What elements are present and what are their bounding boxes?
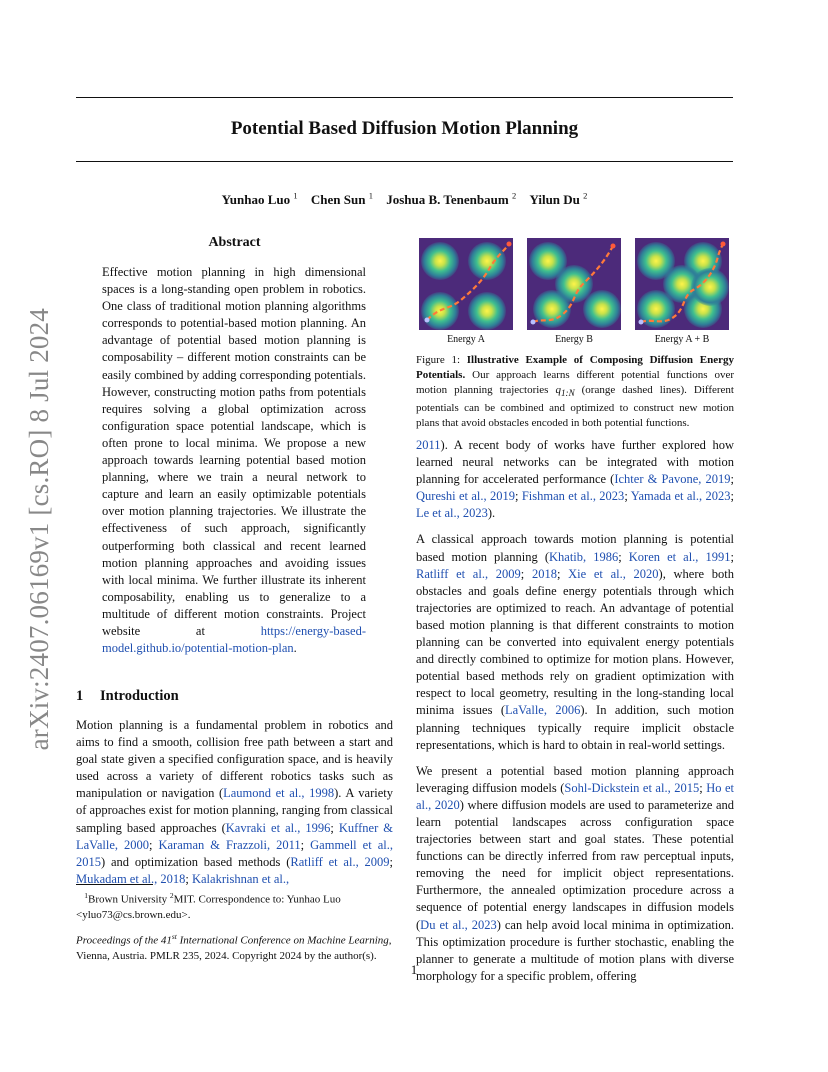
start-marker: [531, 320, 536, 325]
citation[interactable]: Laumond et al., 1998: [223, 786, 335, 801]
author: Chen Sun $^1$: [310, 191, 373, 208]
citation[interactable]: Le et al., 2023: [416, 506, 488, 521]
abstract-heading: Abstract: [208, 235, 261, 250]
citation[interactable]: Sohl-Dickstein et al., 2015: [564, 780, 700, 795]
page-number: 1: [410, 962, 418, 977]
citation[interactable]: Du et al., 2023: [420, 917, 497, 932]
trajectory-path: [641, 244, 723, 322]
trajectory-ab: [635, 238, 729, 330]
footnote-proceedings: Proceedings of the 41st International Conference on Machine Learning, Vienna, Austria. PMLR 235, 2024. Copyright 2024 by the author(s).: [76, 932, 392, 962]
panel-label: Energy B: [555, 334, 593, 345]
citation[interactable]: 2018: [531, 566, 557, 581]
citation[interactable]: Qureshi et al., 2019: [416, 489, 515, 504]
citation[interactable]: 2011: [416, 438, 441, 452]
citation[interactable]: Karaman & Frazzoli, 2011: [158, 837, 301, 852]
abstract-text: Effective motion planning in high dimensional spaces is a long-standing open problem in robotics. One class of traditional motion planning algorithms corresponds to potential-based motion planning. An advantage of potential based motion planning is composability – different motion constraints can be easily combined by adding corresponding potentials. However, constructing motion paths from potentials requires solving a global optimization across configuration space potential landscape, which is often prone to local minima. We propose a new approach towards learning potential based motion planning, where we train a neural network to capture and learn an easily optimizable potentials over motion planning trajectories. We illustrate the effectiveness of such approach, significantly outperforming both classical and recent learned motion planning approaches and avoiding issues with local minima. We further illustrate its inherent composability, enabling us to generalize to a multitude of different motion constraints. Project website at https://energy-based-model.github.io/potential-motion-plan.: [102, 265, 366, 656]
energy-b-panel: [527, 238, 621, 330]
start-marker: [639, 320, 644, 325]
panel-label: Energy A: [447, 334, 485, 345]
citation[interactable]: Ratliff et al., 2009: [416, 566, 521, 581]
author: Yunhao Luo $^1$: [221, 191, 298, 208]
section-heading-introduction: 1 Introduction: [76, 688, 179, 704]
citation[interactable]: Kavraki et al., 1996: [225, 820, 331, 835]
intro-column: [76, 717, 393, 888]
body-paragraph: A classical approach towards motion planning is potential based motion planning (Khatib, 1986; Koren et al., 1991; Ratliff et al., 2009; 2018; Xie et al., 2020), where both obstacles and goals define energy potentials through which trajectories are optimized to reach. An advantage of potential based motion planning is that different constraints to motion planning can be converted into equivalent energy potentials and directly combined to optimize for motion plans. However, potential based methods rely on gradient optimization with respect to local geometry, resulting in the long-standing local minima issues (LaValle, 2006). In addition, such motion planning techniques typically require implicit obstacle representations, which is hard to obtain in real-world settings.: [416, 532, 735, 752]
trajectory-path: [533, 246, 613, 322]
citation[interactable]: Mukadam et al., 2018: [76, 871, 186, 886]
citation[interactable]: LaValle, 2006: [504, 703, 581, 718]
paper-title: Potential Based Diffusion Motion Planning: [230, 118, 579, 139]
citation[interactable]: Ho et al., 2020: [416, 780, 734, 812]
project-website-link[interactable]: https://energy-based-model.github.io/potential-motion-plan: [102, 623, 366, 656]
figure-caption: Figure 1: Illustrative Example of Composing Diffusion Energy Potentials. Our approach learns different potential functions over motion planning trajectories $q_{1:N}$ (orange dashed lines). Different potentials can be combined and optimized to construct new motion plans that avoid obstacles encoded in both potential functions.: [416, 354, 734, 430]
author: Joshua B. Tenenbaum $^2$: [386, 191, 517, 208]
title-rule-bottom: [76, 161, 733, 162]
goal-marker: [507, 242, 512, 247]
citation[interactable]: Kuffner & LaValle, 2000: [76, 820, 393, 852]
energy-ab-panel: [635, 238, 729, 330]
citation[interactable]: Koren et al., 1991: [628, 549, 731, 564]
goal-marker: [721, 242, 726, 247]
body-paragraph: 2011). A recent body of works have further explored how learned neural networks can be integrated with motion planning for accelerated performance (Ichter & Pavone, 2019; Qureshi et al., 2019; Fishman et al., 2023; Yamada et al., 2023; Le et al., 2023).: [416, 438, 734, 521]
arxiv-watermark: [22, 304, 56, 754]
arxiv-id: arXiv:2407.06169v1 [cs.RO] 8 Jul 2024: [23, 307, 54, 751]
footnote-affiliations: $^1$Brown University $^2$MIT. Correspondence to: Yunhao Luo <yluo73@cs.brown.edu>.: [76, 891, 341, 921]
energy-a-panel: [419, 238, 513, 330]
trajectory-path: [427, 244, 509, 320]
citation[interactable]: Gammell et al., 2015: [76, 837, 393, 869]
start-marker: [425, 318, 430, 323]
citation[interactable]: Ichter & Pavone, 2019: [614, 472, 731, 487]
title-rule-top: [76, 97, 733, 98]
panel-label: Energy A + B: [654, 334, 710, 345]
citation[interactable]: Fishman et al., 2023: [521, 489, 625, 504]
author-list: [76, 191, 733, 208]
trajectory-a: [419, 238, 513, 330]
citation[interactable]: Kalakrishnan et al.,: [191, 871, 290, 886]
goal-marker: [611, 244, 616, 249]
intro-paragraph: Motion planning is a fundamental problem in robotics and aims to find a smooth, collision free path between a start and goal state given a specified configuration space, and is heavily used across a variety of different robotics tasks such as manipulation or navigation (Laumond et al., 1998). A variety of approaches exist for motion planning, ranging from classical sampling based approaches (Kavraki et al., 1996; Kuffner & LaValle, 2000; Karaman & Frazzoli, 2011; Gammell et al., 2015) and optimization based methods (Ratliff et al., 2009; Mukadam et al., 2018; Kalakrishnan et al.,: [76, 718, 393, 886]
citation[interactable]: Khatib, 1986: [549, 549, 619, 564]
right-column: [416, 437, 734, 985]
author: Yilun Du $^2$: [529, 191, 588, 208]
trajectory-b: [527, 238, 621, 330]
citation[interactable]: Yamada et al., 2023: [630, 489, 731, 504]
citation[interactable]: Ratliff et al., 2009: [290, 854, 390, 869]
citation[interactable]: Xie et al., 2020: [568, 566, 659, 581]
body-paragraph: We present a potential based motion planning approach leveraging diffusion models (Sohl-Dickstein et al., 2015; Ho et al., 2020) where diffusion models are used to parameterize and learn potential landscapes across configuration space trajectories between start and goal states. These potential functions can be directly inferred from raw perceptual inputs, removing the need for implicit object representations. Furthermore, the annealed optimization procedure across a sequence of potential energy landscapes in diffusion models (Du et al., 2023) can help avoid local minima in optimization. This optimization procedure is further stochastic, enabling the planner to generate a multitude of motion plans with diverse morphology for a specific problem, offering: [416, 763, 734, 983]
footnote-rule: [76, 884, 153, 885]
